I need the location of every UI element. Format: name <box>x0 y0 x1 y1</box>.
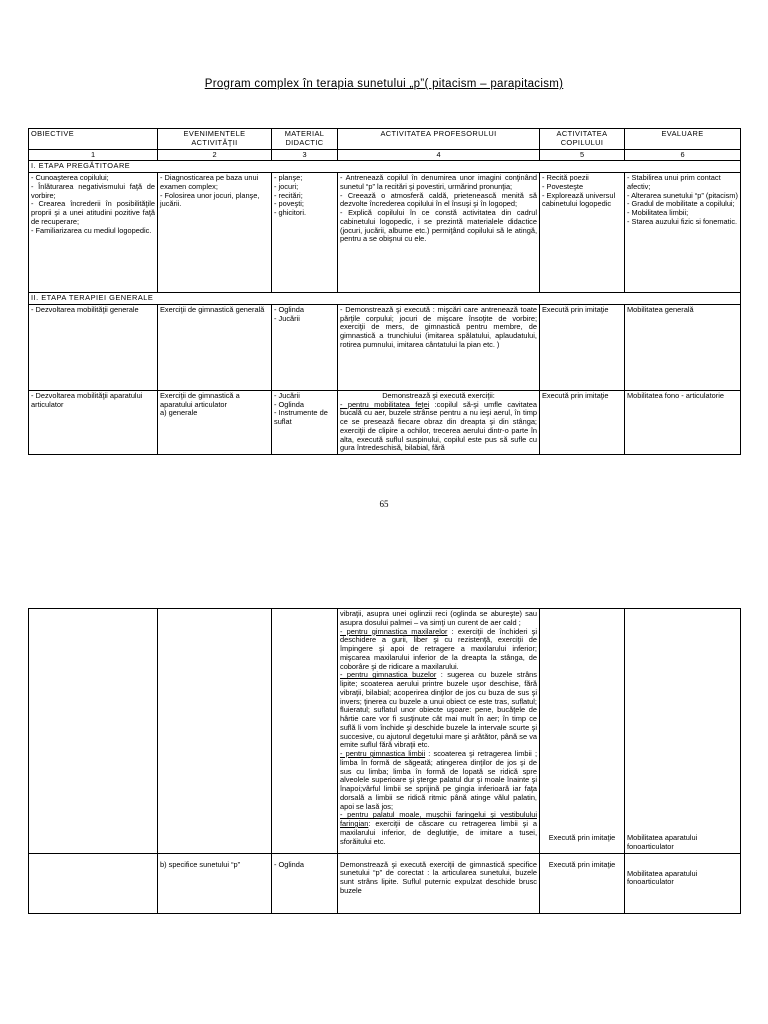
event-item: - Folosirea unor jocuri, planşe, jucării. <box>160 190 260 209</box>
child-item: - Recită poezii <box>542 173 589 182</box>
col-number-3: 3 <box>272 149 338 161</box>
col-number-4: 4 <box>338 149 540 161</box>
stage2-row1-teacher: - Demonstrează şi execută : mişcări care antrenează toate părţile corpului; jocuri de mişcare însoţite de vorbire; exerciţii de mers, de gimnastică pentru membre, de gimnastică a trunchiului (imitarea spălatului, aplaudatului, rotirea pumnului, imitarea cântatului la pian etc. ) <box>338 304 540 390</box>
stage1-objectives <box>29 173 158 293</box>
stage2-row2 <box>29 390 741 454</box>
teacher-continuation: vibraţii, asupra unei oglinzii reci (oglinda se abureşte) sau asupra dosului palmei – va simţi un curent de aer cald ; <box>340 609 537 627</box>
page-gap <box>0 515 768 608</box>
lips-exercises-text: : sugerea cu buzele strâns lipite; scoaterea aerului printre buzele uşor deschise, fără vibraţii, bilabial; acoperirea dinţilor de jos cu buza de sus şi invers; ţinerea cu buzele a unui obiect ce este tras, suflatul; fluieratul; suflatul unor obiecte uşoare: pene, bucăţele de hârtie care vor fi susţinute cât mai mult în aer; în timp ce suflă li vom închide şi deschide buzele la intervale scurte şi succesive, cu ajutorul degetului mare şi arătător, până se va emite suflul fără vibraţii etc. <box>340 670 537 750</box>
header-teacher-activity <box>338 129 540 150</box>
document-page-2 <box>0 608 768 1024</box>
stage2-row2-materials <box>272 390 338 454</box>
child-item: - Povesteşte <box>542 181 584 191</box>
stage2-row2-objective: - Dezvoltarea mobilităţii aparatului articulator <box>29 390 158 454</box>
page-number: 65 <box>379 499 389 509</box>
header-row <box>29 129 741 150</box>
header-events-line2: ACTIVITĂŢII <box>191 137 238 147</box>
tongue-exercises-label: - pentru gimnastica limbii <box>340 749 426 758</box>
specific-row <box>29 853 741 913</box>
col-number-5: 5 <box>540 149 625 161</box>
specific-event <box>158 853 272 913</box>
jaw-exercises-label: - pentru gimnastica maxilarelor <box>340 626 448 636</box>
specific-event-text: b) specifice sunetului “p” <box>160 859 241 869</box>
header-evaluation-label: EVALUARE <box>661 129 704 138</box>
specific-teacher-text: Demonstrează şi execută exerciţii de gimnastică specifice sunetului “p” de corectat : la articularea sunetului, buzele sunt strâns lipite. Suflul puternic expulzat deschide brusc buzele <box>340 859 537 895</box>
cont-objective <box>29 609 158 854</box>
stage1-child-activity <box>540 173 625 293</box>
specific-material-text: - Oglinda <box>274 859 304 869</box>
event-item: - Diagnosticarea pe baza unui examen complex; <box>160 173 259 191</box>
stage2-row2-evaluation: Mobilitatea fono - articulatorie <box>625 390 741 454</box>
objective-item: - Crearea încrederii în posibilităţile proprii şi a unei atitudini pozitive faţă de recuperare; <box>31 199 155 226</box>
objective-item: - Familiarizarea cu mediul logopedic. <box>31 225 152 235</box>
stage1-evaluation <box>625 173 741 293</box>
stage2-row1 <box>29 304 741 390</box>
evaluation-item: - Mobilitatea limbii; <box>627 208 689 217</box>
header-material <box>272 129 338 150</box>
stage2-row1-evaluation: Mobilitatea generală <box>625 304 741 390</box>
material-item: - planşe; <box>274 173 303 182</box>
child-activity-1: Execută prin imitaţie <box>548 833 616 842</box>
teacher-item: - Explică copilului în ce constă activitatea din cadrul cabinetului logopedic, i se prezintă materialele didactice (jocuri, jucării, albume etc.) permiţând copilului să le atingă, pentru a se obişnui cu ele. <box>340 208 537 244</box>
tongue-exercises-text: : scoaterea şi retragerea limbii ; limba în formă de săgeată; atingerea dinţilor de jos şi de sus cu limba; limba în formă de lopată se ridică spre alveolele superioare şi şterge palatul dur şi moale înainte şi înapoi;vârful limbii se sprijină pe gingia inferioară iar faţa dorsală a limbii se ridică ritmic până atinge vălul palatin, apoi se lasă jos; <box>340 749 537 811</box>
stage1-title-row <box>29 161 741 173</box>
specific-objective <box>29 853 158 913</box>
evaluation-1: Mobilitatea aparatului fonoarticulator <box>627 833 698 851</box>
header-material-line1: MATERIAL <box>284 129 325 138</box>
header-material-line2: DIDACTIC <box>285 137 324 147</box>
stage2-row2-event <box>158 390 272 454</box>
header-objectives-label: OBIECTIVE <box>31 129 75 138</box>
objective-item: - Cunoaşterea copilului; <box>31 173 109 182</box>
palate-exercises-text: : exerciţii de căscare cu retragerea limbii şi a maxilarului inferior, de deglutiţie, de imitare a tusei, sforăitului etc. <box>340 819 537 846</box>
stage1-title: I. ETAPA PREGĂTITOARE <box>29 161 741 173</box>
header-child-line1: ACTIVITATEA <box>556 129 608 138</box>
header-objectives <box>29 129 158 150</box>
stage2-row1-materials <box>272 304 338 390</box>
stage2-row2-child: Execută prin imitaţie <box>540 390 625 454</box>
col-number-2: 2 <box>158 149 272 161</box>
specific-teacher <box>338 853 540 913</box>
header-events <box>158 129 272 150</box>
header-events-line1: EVENIMENTELE <box>183 129 246 138</box>
face-mobility-text: :copilul să-şi umfle cavitatea bucală cu aer, buzele strânse pentru a nu ieşi aerul, în timp ce se presează fiecare obraz din dreapta şi din stânga; exerciţii de clipire a ochilor, trecerea aerului dintr-o parte în alta, execută suflul suspinului, copilul este pus să sufle cu gura întredeschisă, bilabial, fără <box>340 399 537 453</box>
stage1-teacher-activity <box>338 173 540 293</box>
col-number-1: 1 <box>29 149 158 161</box>
column-number-row <box>29 149 741 161</box>
specific-material <box>272 853 338 913</box>
teacher-item: - Creează o atmosferă caldă, prietenească menită să dezvolte încrederea copilului în el însuşi şi în logoped; <box>340 190 537 209</box>
stage1-events <box>158 173 272 293</box>
material-item: - ghicitori. <box>274 208 307 217</box>
lips-exercises-label: - pentru gimnastica buzelor <box>340 670 437 680</box>
teacher-item: - Antrenează copilul în denumirea unor imagini conţinând sunetul “p” la recitări şi povestiri, urmărind pronunţia; <box>340 173 537 191</box>
evaluation-spacer <box>627 610 738 834</box>
evaluation-item: - Gradul de mobilitate a copilului; <box>627 199 735 209</box>
material-item: - Jucării <box>274 313 300 323</box>
event-line: a) generale <box>160 408 198 418</box>
header-teacher-label: ACTIVITATEA PROFESORULUI <box>380 129 497 138</box>
stage2-row2-teacher <box>338 390 540 454</box>
child-spacer <box>542 610 622 834</box>
event-line: Exerciţii de gimnastică a aparatului articulator <box>160 390 240 409</box>
cont-event <box>158 609 272 854</box>
evaluation-item: - Stabilirea unui prim contact afectiv; <box>627 173 721 191</box>
material-item: - Jucării <box>274 390 300 400</box>
child-item: - Explorează universul cabinetului logopedic <box>542 190 616 209</box>
header-evaluation <box>625 129 741 150</box>
document-title: Program complex în terapia sunetului „p”( pitacism – parapitacism) <box>204 78 564 90</box>
specific-child <box>540 853 625 913</box>
col-number-6: 6 <box>625 149 741 161</box>
stage2-title: II. ETAPA TERAPIEI GENERALE <box>29 293 741 305</box>
specific-evaluation <box>625 853 741 913</box>
continuation-row <box>29 609 741 854</box>
cont-teacher <box>338 609 540 854</box>
evaluation-item: - Alterarea sunetului “p” (pitacism) <box>627 190 738 200</box>
stage2-row1-event: Exerciţii de gimnastică generală <box>158 304 272 390</box>
stage2-title-row <box>29 293 741 305</box>
header-child-line2: COPILULUI <box>560 137 604 147</box>
material-item: - Oglinda <box>274 304 304 314</box>
header-child-activity <box>540 129 625 150</box>
jaw-exercises-text: : exerciţii de închideri şi deschidere a gurii, liber şi cu rezistenţă, exerciţii de împingere şi apoi de retragere a maxilarului inferior; mişcarea maxilarului inferior de la dreapta la stânga, de coborâre şi de ridicare a maxilarului. <box>340 626 537 671</box>
program-table-page-2 <box>28 608 741 914</box>
cont-child <box>540 609 625 854</box>
stage2-row1-child: Execută prin imitaţie <box>540 304 625 390</box>
stage1-materials <box>272 173 338 293</box>
material-item: - Oglinda <box>274 399 304 409</box>
objective-item: - Înlăturarea negativismului faţă de vorbire; <box>31 181 155 200</box>
teacher-intro: Demonstrează şi execută exerciţii: <box>382 390 495 400</box>
program-table-page-1 <box>28 128 741 455</box>
palate-exercises-label: - pentru palatul moale, muşchii faringelui şi vestibulului faringian <box>340 810 537 828</box>
stage1-content-row <box>29 173 741 293</box>
material-item: - poveşti; <box>274 199 304 209</box>
child-activity-2: Execută prin imitaţie <box>548 859 616 869</box>
face-mobility-label: - pentru mobilitatea feţei <box>340 399 430 409</box>
cont-material <box>272 609 338 854</box>
evaluation-item: - Starea auzului fizic si fonematic. <box>627 216 738 226</box>
material-item: - recitări; <box>274 190 303 200</box>
material-item: - jocuri; <box>274 181 299 191</box>
evaluation-2: Mobilitatea aparatului fonoarticulator <box>627 868 698 887</box>
stage2-row1-objective: - Dezvoltarea mobilităţii generale <box>29 304 158 390</box>
cont-evaluation <box>625 609 741 854</box>
material-item: - Instrumente de suflat <box>274 408 328 426</box>
